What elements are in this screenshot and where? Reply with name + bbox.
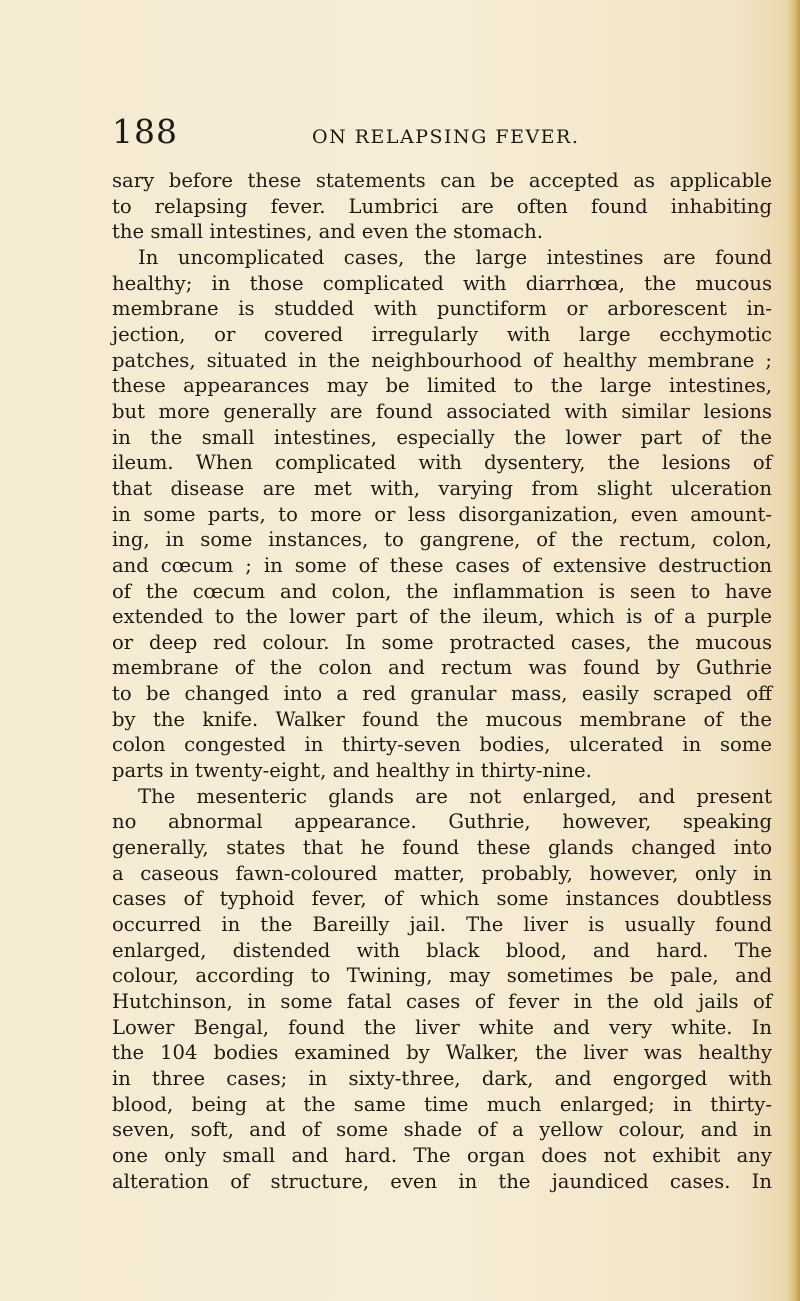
- text-line: membrane is studded with punctiform or arborescent in-: [112, 297, 772, 321]
- text-line: ileum. When complicated with dysentery, the lesions of: [112, 451, 772, 475]
- page-header: [112, 112, 752, 156]
- text-line: and cœcum ; in some of these cases of extensive destruction: [112, 553, 772, 577]
- text-line: in some parts, to more or less disorganization, even amount-: [112, 502, 772, 526]
- text-line: patches, situated in the neighbourhood of healthy membrane ;: [112, 348, 772, 372]
- text-line: seven, soft, and of some shade of a yellow colour, and in: [112, 1118, 772, 1142]
- text-line: parts in twenty-eight, and healthy in thirty-nine.: [112, 759, 592, 783]
- text-line: Hutchinson, in some fatal cases of fever in the old jails of: [112, 990, 772, 1013]
- text-line: Lower Bengal, found the liver white and very white. In: [112, 1015, 772, 1039]
- text-line: that disease are met with, varying from slight ulceration: [112, 476, 772, 500]
- text-line: sary before these statements can be accepted as applicable: [112, 169, 772, 192]
- text-line: In uncomplicated cases, the large intestines are found: [138, 245, 772, 269]
- text-line: a caseous fawn-coloured matter, probably, however, only in: [112, 861, 772, 885]
- text-line: one only small and hard. The organ does not exhibit any: [112, 1143, 772, 1167]
- text-line: colour, according to Twining, may sometimes be pale, and: [112, 964, 772, 988]
- text-line: extended to the lower part of the ileum, which is of a purple: [112, 605, 772, 629]
- body-text: [112, 168, 772, 1194]
- text-line: to be changed into a red granular mass, easily scraped off: [112, 682, 772, 706]
- page-number: 188: [112, 112, 178, 151]
- text-line: membrane of the colon and rectum was found by Guthrie: [112, 656, 772, 680]
- text-line: The mesenteric glands are not enlarged, and present: [138, 784, 772, 808]
- text-line: generally, states that he found these glands changed into: [112, 836, 772, 860]
- text-line: the small intestines, and even the stomach.: [112, 220, 543, 244]
- running-title: ON RELAPSING FEVER.: [312, 126, 580, 148]
- text-line: by the knife. Walker found the mucous membrane of the: [112, 707, 772, 731]
- text-line: in the small intestines, especially the lower part of the: [112, 425, 772, 449]
- text-line: colon congested in thirty-seven bodies, ulcerated in some: [112, 733, 772, 757]
- text-line: cases of typhoid fever, of which some instances doubtless: [112, 887, 772, 911]
- text-line: but more generally are found associated with similar lesions: [112, 399, 772, 423]
- text-line: jection, or covered irregularly with large ecchymotic: [112, 322, 772, 346]
- text-line: the 104 bodies examined by Walker, the liver was healthy: [112, 1041, 772, 1065]
- text-line: enlarged, distended with black blood, and hard. The: [112, 938, 772, 962]
- page-edge-shadow: [786, 0, 800, 1301]
- text-line: no abnormal appearance. Guthrie, however, speaking: [112, 810, 772, 834]
- text-line: blood, being at the same time much enlarged; in thirty-: [112, 1092, 772, 1116]
- text-line: in three cases; in sixty-three, dark, and engorged with: [112, 1066, 772, 1090]
- text-line: to relapsing fever. Lumbrici are often found inhabiting: [112, 194, 772, 218]
- text-line: or deep red colour. In some protracted cases, the mucous: [112, 630, 772, 654]
- text-line: healthy; in those complicated with diarrhœa, the mucous: [112, 271, 772, 295]
- text-line: occurred in the Bareilly jail. The liver is usually found: [112, 913, 772, 937]
- text-line: ing, in some instances, to gangrene, of the rectum, colon,: [112, 528, 772, 552]
- text-line: of the cœcum and colon, the inflammation is seen to have: [112, 579, 772, 603]
- text-line: these appearances may be limited to the large intestines,: [112, 374, 772, 398]
- text-line: alteration of structure, even in the jaundiced cases. In: [112, 1169, 772, 1193]
